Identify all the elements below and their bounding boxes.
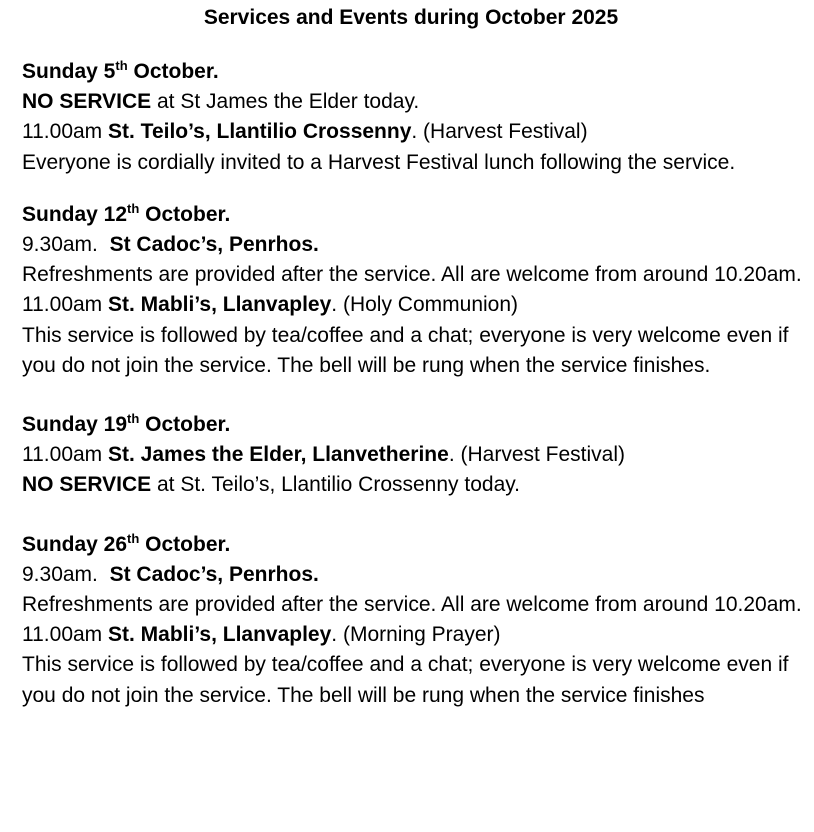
info-text: Refreshments are provided after the service. All are welcome from around 10.20am. bbox=[22, 593, 802, 617]
heading-ordinal: th bbox=[127, 200, 140, 216]
section-heading bbox=[22, 200, 808, 230]
info-text: This service is followed by tea/coffee and a chat; everyone is very welcome even if you do not join the service. The bell will be rung when the service finishes. bbox=[22, 323, 789, 377]
section-oct-19 bbox=[22, 410, 808, 501]
heading-month: October. bbox=[139, 413, 231, 437]
info-text: Everyone is cordially invited to a Harvest Festival lunch following the service. bbox=[22, 150, 736, 174]
heading-day: Sunday 26 bbox=[22, 532, 128, 556]
heading-day: Sunday 5 bbox=[22, 60, 116, 83]
section-oct-26 bbox=[22, 530, 808, 711]
service-type: . (Holy Communion) bbox=[331, 293, 519, 317]
info-text: Refreshments are provided after the service. All are welcome from around 10.20am. bbox=[22, 263, 802, 287]
church-name: St. Mabli’s, Llanvapley bbox=[108, 623, 332, 647]
service-line bbox=[22, 230, 808, 260]
service-type: . (Harvest Festival) bbox=[448, 443, 626, 467]
section-oct-12 bbox=[22, 200, 808, 381]
service-line bbox=[22, 440, 808, 470]
service-time: 9.30am. bbox=[22, 562, 110, 586]
heading-day: Sunday 12 bbox=[22, 202, 128, 226]
church-name: St Cadoc’s, Penrhos. bbox=[109, 562, 319, 586]
church-name: St. Mabli’s, Llanvapley bbox=[108, 293, 332, 317]
info-text: This service is followed by tea/coffee and a chat; everyone is very welcome even if you do not join the service. The bell will be rung when the service finishes bbox=[22, 653, 789, 707]
heading-ordinal: th bbox=[127, 530, 140, 546]
no-service-label: NO SERVICE bbox=[22, 90, 152, 114]
heading-ordinal: th bbox=[127, 411, 140, 427]
notice-text: at St. Teilo’s, Llantilio Crossenny today. bbox=[151, 473, 521, 497]
service-time: 11.00am bbox=[22, 293, 108, 317]
service-time: 11.00am bbox=[22, 120, 108, 144]
notice-line bbox=[22, 87, 808, 117]
church-name: St Cadoc’s, Penrhos. bbox=[109, 233, 319, 257]
heading-month: October. bbox=[139, 532, 231, 556]
service-time: 11.00am bbox=[22, 623, 108, 647]
service-line bbox=[22, 117, 808, 147]
service-type: . (Morning Prayer) bbox=[331, 623, 501, 647]
heading-month: October. bbox=[139, 202, 231, 226]
section-heading bbox=[22, 530, 808, 560]
no-service-label: NO SERVICE bbox=[22, 473, 152, 497]
spacer bbox=[22, 501, 808, 530]
service-time: 9.30am. bbox=[22, 233, 110, 257]
church-name: St. James the Elder, Llanvetherine bbox=[108, 443, 449, 467]
service-type: . (Harvest Festival) bbox=[411, 120, 588, 144]
notice-line bbox=[22, 470, 808, 500]
section-heading bbox=[22, 410, 808, 440]
service-line bbox=[22, 560, 808, 590]
heading-month: October. bbox=[127, 60, 219, 83]
spacer bbox=[22, 178, 808, 200]
spacer bbox=[22, 381, 808, 410]
service-line bbox=[22, 620, 808, 650]
service-line bbox=[22, 290, 808, 320]
events-list bbox=[22, 57, 808, 711]
heading-day: Sunday 19 bbox=[22, 413, 128, 437]
notice-text: at St James the Elder today. bbox=[151, 90, 420, 114]
section-heading bbox=[22, 57, 808, 87]
service-time: 11.00am bbox=[22, 443, 108, 467]
page-title: Services and Events during October 2025 bbox=[203, 6, 619, 29]
section-oct-5 bbox=[22, 57, 808, 178]
heading-ordinal: th bbox=[115, 58, 128, 73]
church-name: St. Teilo’s, Llantilio Crossenny bbox=[108, 120, 412, 144]
